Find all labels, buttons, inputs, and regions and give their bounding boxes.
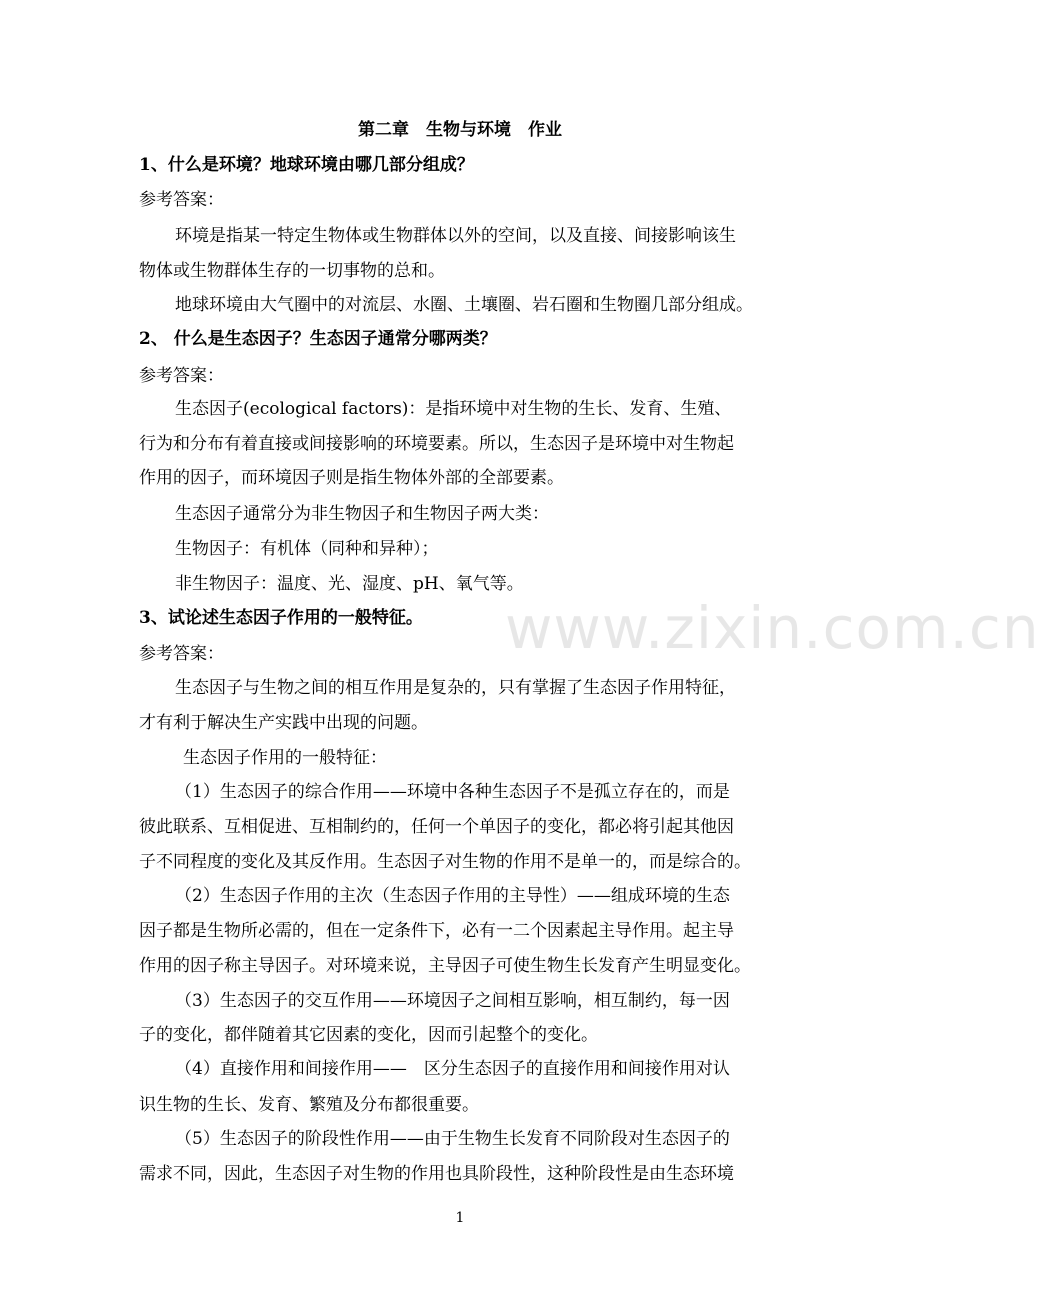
paragraph-line: 非生物因子：温度、光、湿度、pH、氧气等。 bbox=[175, 574, 524, 594]
paragraph-line: 才有利于解决生产实践中出现的问题。 bbox=[139, 713, 428, 733]
list-item-line: 作用的因子称主导因子。对环境来说，主导因子可使生物生长发育产生明显变化。 bbox=[139, 956, 751, 976]
list-item-line: （2）生态因子作用的主次（生态因子作用的主导性）——组成环境的生态 bbox=[175, 886, 730, 906]
paragraph-line: 地球环境由大气圈中的对流层、水圈、土壤圈、岩石圈和生物圈几部分组成。 bbox=[175, 295, 753, 315]
paragraph-line: 作用的因子，而环境因子则是指生物体外部的全部要素。 bbox=[139, 468, 564, 488]
answer-label: 参考答案： bbox=[139, 644, 224, 664]
list-item-line: （5）生态因子的阶段性作用——由于生物生长发育不同阶段对生态因子的 bbox=[175, 1129, 730, 1149]
list-item-line: 子的变化，都伴随着其它因素的变化，因而引起整个的变化。 bbox=[139, 1025, 598, 1045]
list-item-line: （1）生态因子的综合作用——环境中各种生态因子不是孤立存在的，而是 bbox=[175, 782, 730, 802]
watermark: www.zixin.com.cn bbox=[505, 594, 1040, 662]
page-title: 第二章 生物与环境 作业 bbox=[358, 120, 562, 140]
paragraph-line: 物体或生物群体生存的一切事物的总和。 bbox=[139, 261, 445, 281]
list-item-line: 子不同程度的变化及其反作用。生态因子对生物的作用不是单一的，而是综合的。 bbox=[139, 852, 751, 872]
answer-label: 参考答案： bbox=[139, 366, 224, 386]
paragraph-line: 生态因子通常分为非生物因子和生物因子两大类： bbox=[175, 504, 549, 524]
paragraph-line: 生态因子作用的一般特征： bbox=[183, 748, 387, 768]
paragraph-line: 生物因子：有机体（同种和异种）； bbox=[175, 539, 439, 559]
paragraph-line: 生态因子(ecological factors)：是指环境中对生物的生长、发育、生殖、 bbox=[175, 399, 732, 419]
answer-label: 参考答案： bbox=[139, 190, 224, 210]
paragraph-line: 环境是指某一特定生物体或生物群体以外的空间，以及直接、间接影响该生 bbox=[175, 226, 736, 246]
page-number: 1 bbox=[455, 1210, 465, 1226]
list-item-line: 需求不同，因此，生态因子对生物的作用也具阶段性，这种阶段性是由生态环境 bbox=[139, 1164, 734, 1184]
question-1: 1、什么是环境？地球环境由哪几部分组成？ bbox=[139, 155, 474, 175]
paragraph-line: 生态因子与生物之间的相互作用是复杂的，只有掌握了生态因子作用特征， bbox=[175, 678, 736, 698]
list-item-line: （4）直接作用和间接作用—— 区分生态因子的直接作用和间接作用对认 bbox=[175, 1059, 730, 1079]
list-item-line: 识生物的生长、发育、繁殖及分布都很重要。 bbox=[139, 1095, 479, 1115]
list-item-line: 彼此联系、互相促进、互相制约的，任何一个单因子的变化，都必将引起其他因 bbox=[139, 817, 734, 837]
question-3: 3、试论述生态因子作用的一般特征。 bbox=[139, 608, 423, 628]
question-2: 2、 什么是生态因子？生态因子通常分哪两类？ bbox=[139, 329, 497, 349]
paragraph-line: 行为和分布有着直接或间接影响的环境要素。所以，生态因子是环境中对生物起 bbox=[139, 434, 734, 454]
list-item-line: （3）生态因子的交互作用——环境因子之间相互影响，相互制约，每一因 bbox=[175, 991, 730, 1011]
list-item-line: 因子都是生物所必需的，但在一定条件下，必有一二个因素起主导作用。起主导 bbox=[139, 921, 734, 941]
